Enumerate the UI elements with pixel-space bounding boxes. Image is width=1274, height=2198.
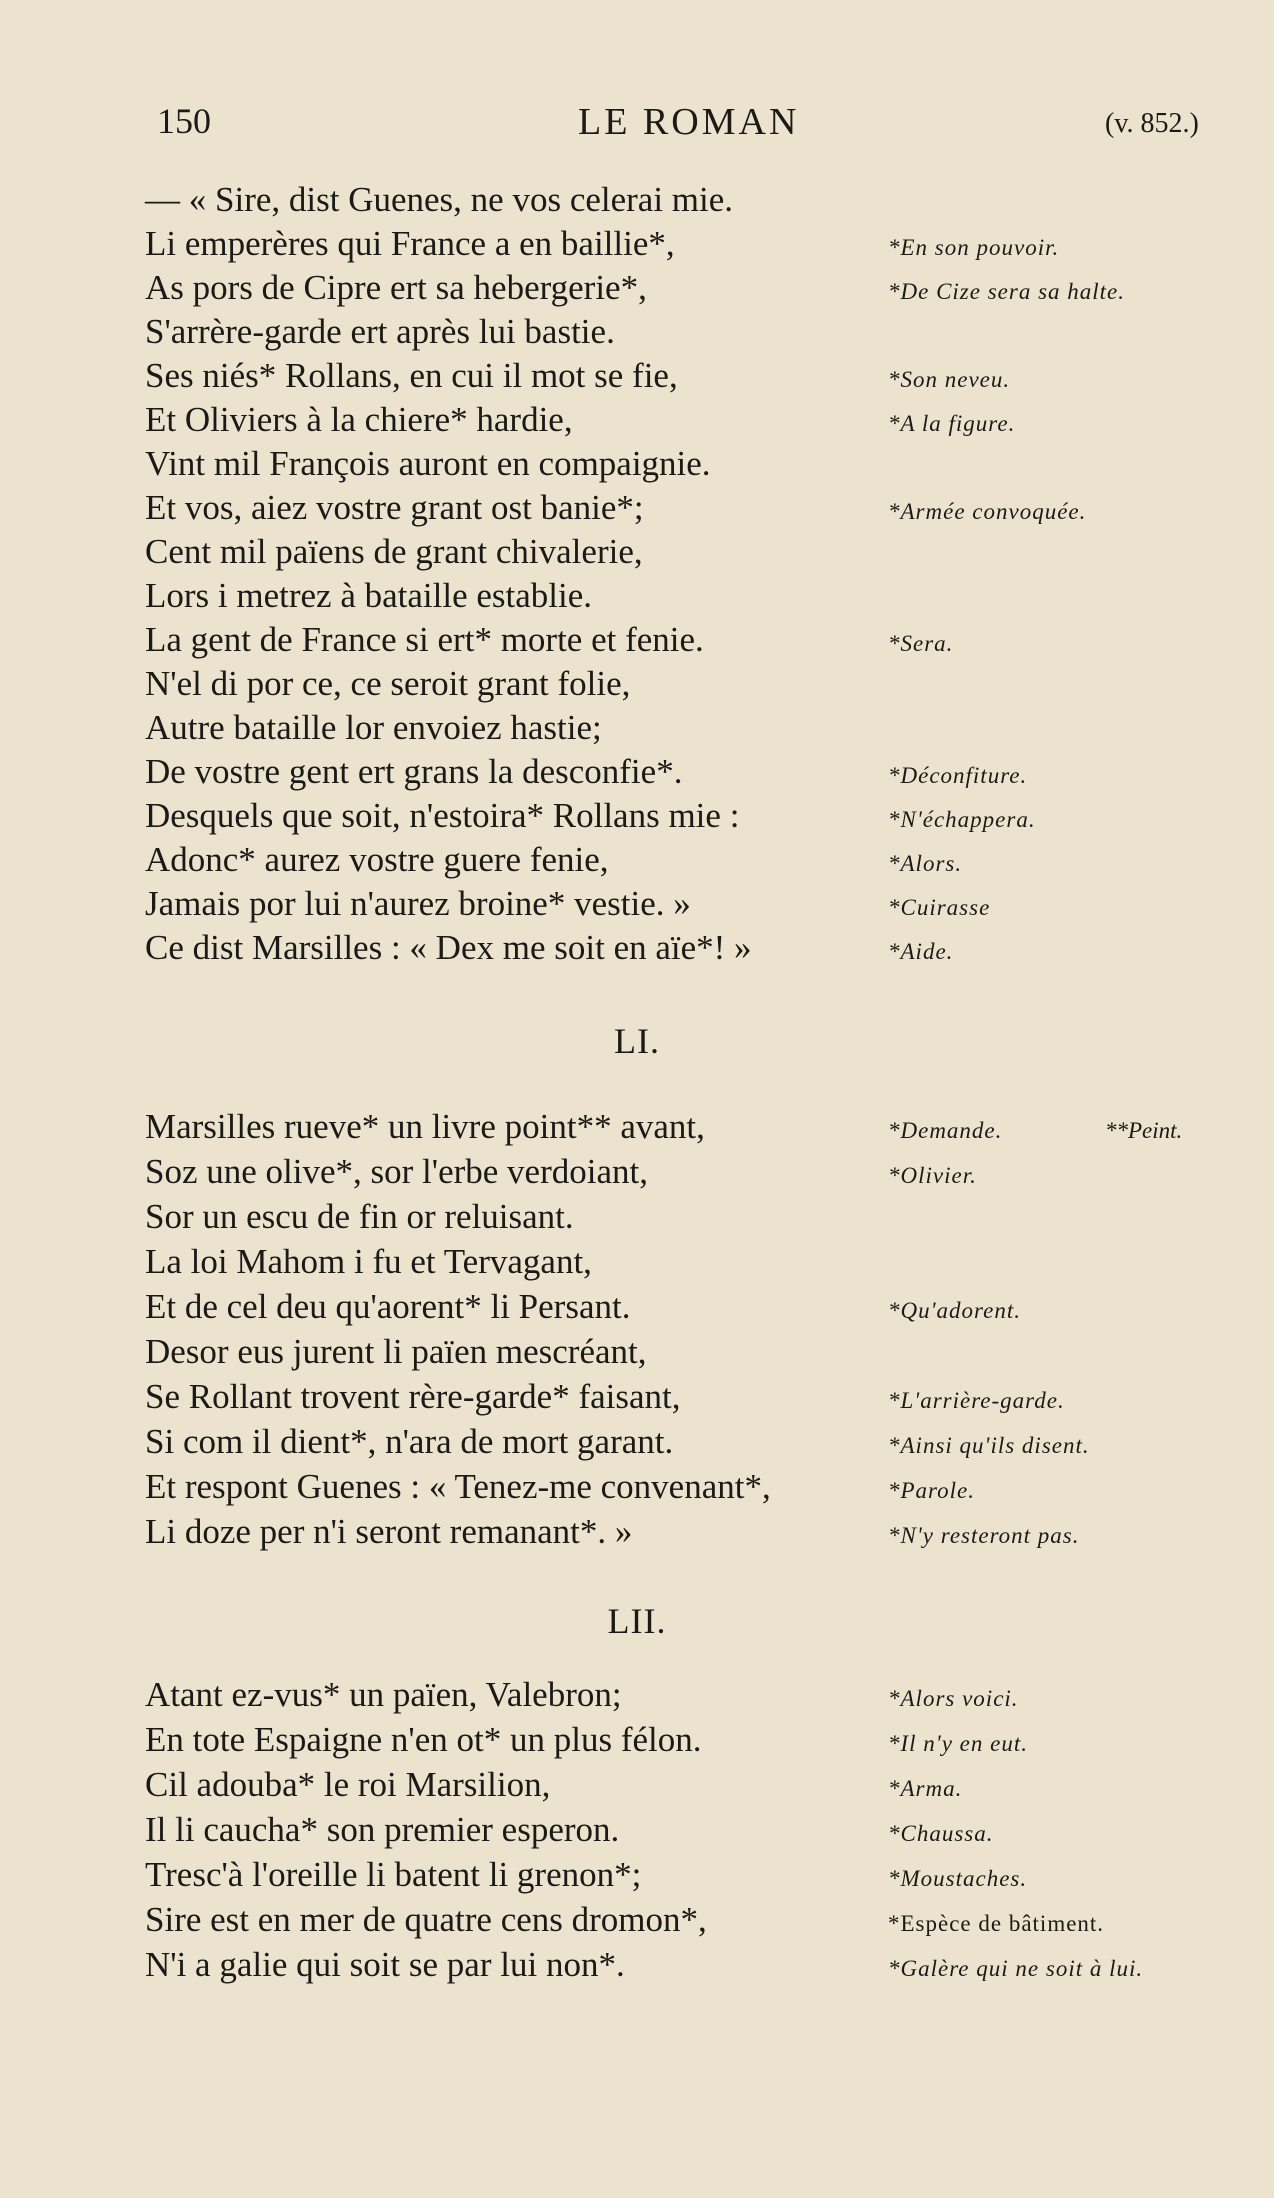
- gloss-note: *Il n'y en eut.: [888, 1731, 1028, 1756]
- verse-text: Ce dist Marsilles : « Dex me soit en aïe*! »: [145, 928, 752, 967]
- gloss-note: *N'y resteront pas.: [888, 1523, 1080, 1548]
- verse-line: [0, 1763, 1274, 1807]
- verse-text: La loi Mahom i fu et Tervagant,: [145, 1242, 592, 1281]
- gloss-note: *Déconfiture.: [888, 763, 1028, 788]
- gloss-note: *Ainsi qu'ils disent.: [888, 1433, 1090, 1458]
- verse-line: [0, 706, 1274, 750]
- gloss-note: *Arma.: [888, 1776, 963, 1801]
- gloss-note: *N'échappera.: [888, 807, 1036, 832]
- verse-reference: (v. 852.): [1105, 108, 1199, 139]
- verse-line: [0, 310, 1274, 354]
- verse-line: [0, 1150, 1274, 1194]
- verse-text: Marsilles rueve* un livre point** avant,: [145, 1107, 705, 1146]
- verse-text: Li doze per n'i seront remanant*. »: [145, 1512, 633, 1551]
- gloss-note: *Parole.: [888, 1478, 975, 1503]
- gloss-note: *En son pouvoir.: [888, 235, 1060, 260]
- verse-line: [0, 574, 1274, 618]
- gloss-note: *Aide.: [888, 939, 954, 964]
- gloss-note: *Galère qui ne soit à lui.: [888, 1956, 1144, 1981]
- verse-line: [0, 1465, 1274, 1509]
- verse-line: [0, 398, 1274, 442]
- gloss-note: *Son neveu.: [888, 367, 1011, 392]
- verse-text: Autre bataille lor envoiez hastie;: [145, 708, 602, 747]
- running-header: [0, 100, 1274, 150]
- verse-text: En tote Espaigne n'en ot* un plus félon.: [145, 1720, 702, 1759]
- verse-text: Et de cel deu qu'aorent* li Persant.: [145, 1287, 631, 1326]
- verse-text: Soz une olive*, sor l'erbe verdoiant,: [145, 1152, 648, 1191]
- verse-line: [0, 794, 1274, 838]
- verse-text: Li emperères qui France a en baillie*,: [145, 224, 675, 263]
- verse-text: — « Sire, dist Guenes, ne vos celerai mie.: [145, 180, 734, 219]
- verse-text: Et vos, aiez vostre grant ost banie*;: [145, 488, 644, 527]
- verse-text: Desquels que soit, n'estoira* Rollans mie :: [145, 796, 740, 835]
- verse-text: N'i a galie qui soit se par lui non*.: [145, 1945, 625, 1984]
- verse-text: Sire est en mer de quatre cens dromon*,: [145, 1900, 707, 1939]
- gloss-note: *Qu'adorent.: [888, 1298, 1021, 1323]
- verse-text: Ses niés* Rollans, en cui il mot se fie,: [145, 356, 678, 395]
- gloss-note: *Demande.: [888, 1118, 1003, 1143]
- verse-line: [0, 1673, 1274, 1717]
- gloss-note: *Espèce de bâtiment.: [888, 1911, 1105, 1936]
- verse-line: [0, 266, 1274, 310]
- gloss-note: *Sera.: [888, 631, 954, 656]
- verse-line: [0, 1195, 1274, 1239]
- verse-line: [0, 1853, 1274, 1897]
- verse-line: [0, 530, 1274, 574]
- verse-line: [0, 1285, 1274, 1329]
- verse-line: [0, 1718, 1274, 1762]
- verse-text: Atant ez-vus* un païen, Valebron;: [145, 1675, 622, 1714]
- stanza-heading: LII.: [607, 1601, 667, 1641]
- verse-text: Et respont Guenes : « Tenez-me convenant*,: [145, 1467, 771, 1506]
- verse-line: [0, 1330, 1274, 1374]
- gloss-note: *Moustaches.: [888, 1866, 1028, 1891]
- verse-line: [0, 178, 1274, 222]
- verse-text: Lors i metrez à bataille establie.: [145, 576, 593, 615]
- verse-line: [0, 882, 1274, 926]
- gloss-note: *Alors.: [888, 851, 963, 876]
- verse-line: [0, 1943, 1274, 1987]
- verse-text: La gent de France si ert* morte et fenie.: [145, 620, 704, 659]
- verse-text: S'arrère-garde ert après lui bastie.: [145, 312, 615, 351]
- gloss-note: *A la figure.: [888, 411, 1016, 436]
- gloss-note-secondary: **Peint.: [1105, 1118, 1183, 1143]
- verse-line: [0, 442, 1274, 486]
- verse-line: [0, 486, 1274, 530]
- verse-text: Si com il dient*, n'ara de mort garant.: [145, 1422, 674, 1461]
- verse-line: [0, 1375, 1274, 1419]
- verse-line: [0, 1808, 1274, 1852]
- verse-line: [0, 662, 1274, 706]
- verse-text: Et Oliviers à la chiere* hardie,: [145, 400, 573, 439]
- verse-text: N'el di por ce, ce seroit grant folie,: [145, 664, 631, 703]
- verse-line: [0, 926, 1274, 970]
- gloss-note: *De Cize sera sa halte.: [888, 279, 1126, 304]
- verse-line: [0, 1420, 1274, 1464]
- verse-line: [0, 618, 1274, 662]
- verse-line: [0, 838, 1274, 882]
- verse-text: Jamais por lui n'aurez broine* vestie. »: [145, 884, 691, 923]
- gloss-note: *Olivier.: [888, 1163, 977, 1188]
- page-number: 150: [157, 101, 211, 141]
- gloss-note: *Alors voici.: [888, 1686, 1019, 1711]
- verse-text: Il li caucha* son premier esperon.: [145, 1810, 620, 1849]
- gloss-note: *Cuirasse: [888, 895, 991, 920]
- verse-text: Desor eus jurent li païen mescréant,: [145, 1332, 647, 1371]
- verse-text: Adonc* aurez vostre guere fenie,: [145, 840, 609, 879]
- running-title: LE ROMAN: [578, 101, 800, 143]
- gloss-note: *Chaussa.: [888, 1821, 994, 1846]
- gloss-note: *Armée convoquée.: [888, 499, 1087, 524]
- verse-text: As pors de Cipre ert sa hebergerie*,: [145, 268, 647, 307]
- verse-text: Vint mil François auront en compaignie.: [145, 444, 711, 483]
- verse-text: Sor un escu de fin or reluisant.: [145, 1197, 574, 1236]
- gloss-note: *L'arrière-garde.: [888, 1388, 1065, 1413]
- verse-text: Se Rollant trovent rère-garde* faisant,: [145, 1377, 681, 1416]
- verse-text: Cil adouba* le roi Marsilion,: [145, 1765, 551, 1804]
- verse-line: [0, 1898, 1274, 1942]
- stanza-heading: LI.: [614, 1021, 660, 1061]
- verse-line: [0, 222, 1274, 266]
- verse-line: [0, 1105, 1274, 1149]
- verse-text: Tresc'à l'oreille li batent li grenon*;: [145, 1855, 642, 1894]
- verse-line: [0, 354, 1274, 398]
- verse-line: [0, 1510, 1274, 1554]
- verse-line: [0, 750, 1274, 794]
- verse-text: Cent mil païens de grant chivalerie,: [145, 532, 643, 571]
- verse-text: De vostre gent ert grans la desconfie*.: [145, 752, 683, 791]
- verse-line: [0, 1240, 1274, 1284]
